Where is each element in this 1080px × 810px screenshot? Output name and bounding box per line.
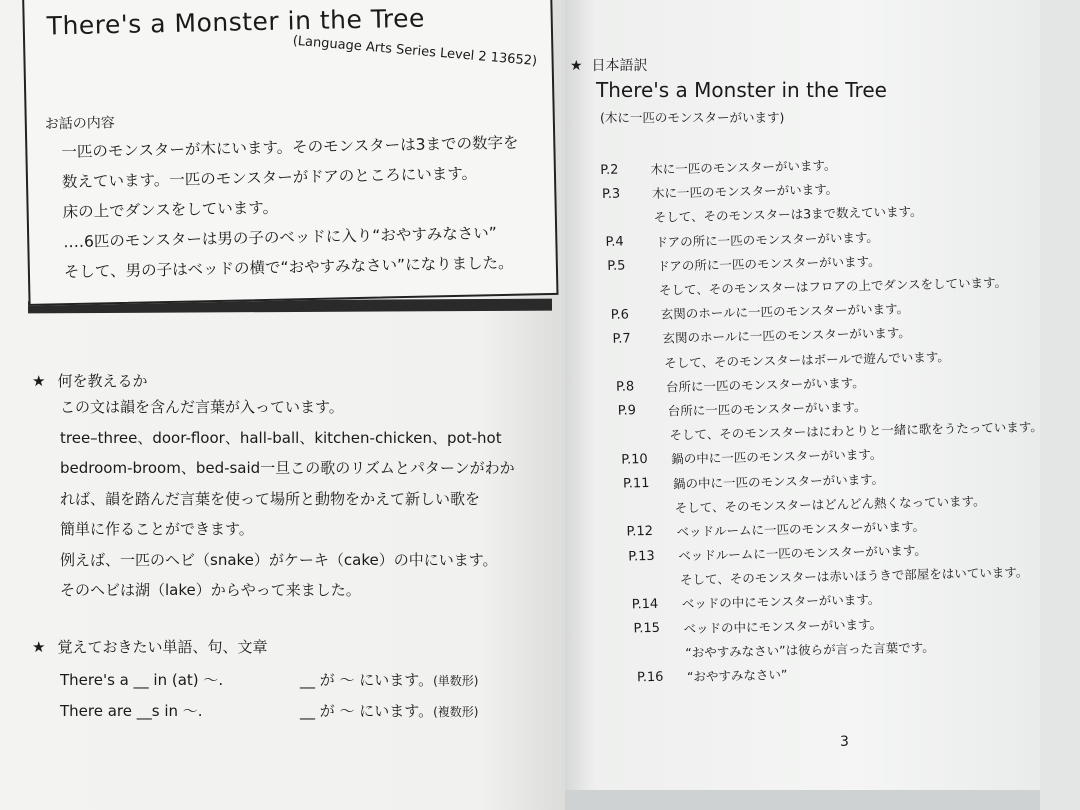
translation-text: ドアの所に一匹のモンスターがいます。 [655,229,879,250]
translation-text: そして、そのモンスターはにわとりと一緒に歌をうたっています。 [669,419,1043,443]
summary-line: そして、男の子はベッドの横で“おやすみなさい”になりました。 [63,253,514,282]
page-number: 3 [840,734,849,750]
summary-heading: お話の内容 [44,115,115,133]
vocab-row [60,665,478,696]
vocab-note: (複数形) [433,705,479,719]
page-ref [625,507,675,508]
vocab-japanese: __ が ～ にいます。 [300,671,434,689]
translation-text: ベッドの中にモンスターがいます。 [681,592,881,612]
page-ref [630,580,680,581]
page-ref: P.16 [636,669,664,685]
translation-text: ベッドルームに一匹のモンスターがいます。 [678,542,927,564]
teach-line: bedroom-broom、bed-said一旦この歌のリズムとパターンがわか [60,459,515,477]
vocab-japanese: __ が ～ にいます。 [300,702,434,720]
teach-heading-text: 何を教えるか [57,372,148,390]
translation-text: そして、そのモンスターはフロアの上でダンスをしています。 [658,274,1008,298]
translation-text: 木に一匹のモンスターがいます。 [650,157,837,177]
page-ref [619,435,669,436]
book-title: There's a Monster in the Tree [46,3,426,41]
translation-heading-text: 日本語訳 [591,58,648,74]
page-ref: P.4 [605,234,624,251]
page-ref: P.11 [622,475,650,492]
page-ref: P.6 [610,307,630,323]
translation-text: 木に一匹のモンスターがいます。 [651,181,839,202]
translation-text: 玄関のホールに一匹のモンスターがいます。 [660,301,910,322]
summary-text [61,128,521,288]
translation-text: そして、そのモンスターはボールで遊んでいます。 [664,348,950,371]
page-ref: P.15 [633,620,661,637]
translation-text: 鍋の中に一匹のモンスターがいます。 [672,471,885,491]
teach-line: れば、韻を踏んだ言葉を使って場所と動物をかえて新しい歌を [60,489,481,508]
vocab-english: There's a __ in (at) ～. [60,671,224,689]
summary-line: 数えています。一匹のモンスターがドアのところにいます。 [61,164,478,192]
translation-text: ベッドルームに一匹のモンスターがいます。 [676,518,926,540]
translation-text: ベッドの中にモンスターがいます。 [683,616,883,636]
page-ref: P.13 [628,548,655,565]
translation-text: 台所に一匹のモンスターがいます。 [665,374,865,395]
next-page-edge [1040,0,1080,810]
page-ref: P.3 [601,186,621,202]
vocab-english: There are __s in ～. [60,702,203,720]
translation-text: そして、そのモンスターは3まで数えています。 [653,204,923,226]
vocab-list [60,665,478,727]
page-ref [609,290,659,291]
star-icon: ★ [32,638,46,656]
summary-line: 一匹のモンスターが木にいます。そのモンスターは3までの数字を [61,133,519,162]
summary-line: ‥‥6匹のモンスターは男の子のベッドに入り“おやすみなさい” [63,224,498,252]
summary-box [22,0,559,306]
star-icon: ★ [570,58,583,74]
translation-text: そして、そのモンスターは赤いほうきで部屋をはいています。 [679,564,1029,588]
teach-line: 例えば、一匹のヘビ（snake）がケーキ（cake）の中にいます。 [60,550,498,569]
translation-text: “おやすみなさい”は彼らが言った言葉です。 [685,639,935,661]
teach-heading [32,370,147,391]
page-ref: P.8 [615,379,635,395]
page-ref [604,217,654,218]
page-ref [635,652,685,653]
star-icon: ★ [32,372,46,390]
teach-line: この文は韻を含んだ言葉が入っています。 [60,398,344,416]
page-ref: P.10 [621,451,648,468]
translation-text: そして、そのモンスターはどんどん熱くなっています。 [674,493,986,516]
translation-heading [570,55,647,75]
teach-line: tree–three、door-floor、hall-ball、kitchen-chicken、pot-hot [60,428,502,447]
page-ref: P.7 [612,331,631,347]
vocab-note: (単数形) [433,674,479,688]
vocab-heading-text: 覚えておきたい単語、句、文章 [57,638,268,656]
teach-line: そのヘビは湖（lake）からやって来ました。 [60,581,361,599]
vocab-row [60,696,478,727]
teach-text [60,392,515,606]
page-ref [614,362,664,363]
page-ref: P.2 [600,162,619,178]
translation-lines [600,148,1049,690]
teach-line: 簡単に作ることができます。 [60,520,254,538]
page-ref: P.9 [617,403,637,420]
translation-text: 台所に一匹のモンスターがいます。 [667,398,867,419]
translation-title: There's a Monster in the Tree [596,78,887,102]
page-ref: P.14 [631,596,659,613]
page-ref: P.12 [626,524,654,540]
series-label: (Language Arts Series Level 2 13652) [292,33,538,70]
translation-text: 玄関のホールに一匹のモンスターがいます。 [662,325,911,347]
translation-text: ドアの所に一匹のモンスターがいます。 [657,253,881,274]
summary-line: 床の上でダンスをしています。 [62,198,279,222]
translation-subtitle: (木に一匹のモンスターがいます) [600,110,785,125]
vocab-heading [32,636,267,657]
page-ref: P.5 [607,258,626,275]
translation-text: “おやすみなさい” [686,666,788,685]
translation-text: 鍋の中に一匹のモンスターがいます。 [671,447,883,467]
